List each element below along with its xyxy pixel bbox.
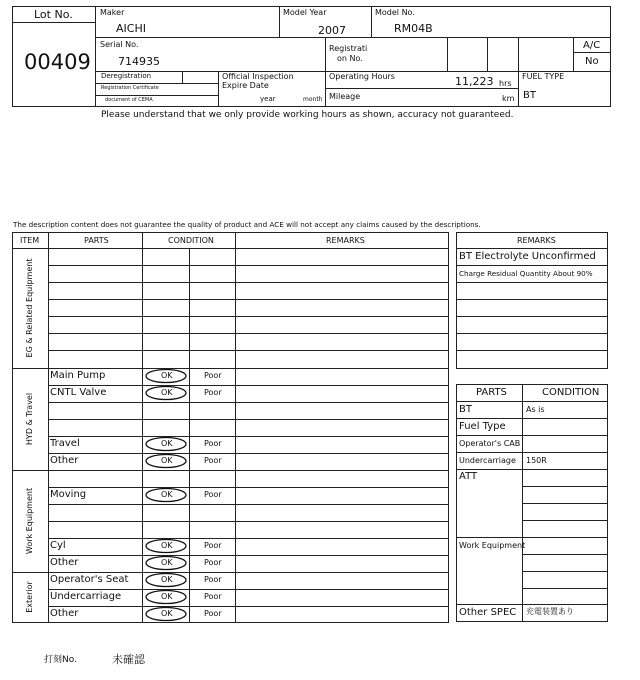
km-label: km (502, 94, 515, 103)
poor-option[interactable]: Poor (204, 541, 222, 550)
part-cntl-valve: CNTL Valve (50, 387, 107, 398)
poor-option[interactable]: Poor (204, 490, 222, 499)
parts-box-bt-condition: As is (526, 405, 545, 414)
official-inspection-label: Official Inspection (222, 72, 294, 81)
part-moving: Moving (50, 489, 87, 500)
fuel-type-label: FUEL TYPE (522, 72, 565, 81)
part-main-pump: Main Pump (50, 370, 106, 381)
document-cema-label: document of CEMA (105, 97, 153, 103)
ok-option[interactable]: OK (161, 592, 173, 601)
fuel-type-value: BT (523, 90, 536, 101)
ac-value: No (585, 56, 599, 67)
model-year-value: 2007 (318, 24, 346, 37)
parts-box-condition-header: CONDITION (542, 387, 600, 398)
ok-option[interactable]: OK (161, 388, 173, 397)
hrs-label: hrs (499, 79, 512, 88)
lot-no-label: Lot No. (34, 8, 73, 21)
condition-header: CONDITION (168, 236, 214, 245)
parts-box-undercarriage-condition: 150R (526, 456, 547, 465)
remarks-header: REMARKS (326, 236, 365, 245)
model-no-value: RM04B (394, 22, 433, 35)
parts-box-att: ATT (459, 471, 478, 482)
ac-label: A/C (583, 40, 601, 51)
stamp-no-value: 未確認 (112, 653, 145, 666)
remarks-box-header: REMARKS (517, 236, 556, 245)
part-other-hyd: Other (50, 455, 79, 466)
poor-option[interactable]: Poor (204, 456, 222, 465)
maker-value: AICHI (116, 22, 146, 35)
hours-disclaimer: Please understand that we only provide working hours as shown, accuracy not guaranteed. (101, 110, 514, 120)
poor-option[interactable]: Poor (204, 609, 222, 618)
part-cyl: Cyl (50, 540, 66, 551)
section-exterior-label: Exterior (25, 581, 34, 613)
operating-hours-value: 11,223 (455, 75, 494, 88)
registration-no-label-2: on No. (337, 54, 363, 63)
registration-certificate-label: Registration Certificate (101, 85, 159, 91)
item-header: ITEM (20, 236, 40, 245)
registration-no-label: Registrati (329, 44, 368, 53)
month-label: month (303, 96, 323, 103)
ok-option[interactable]: OK (161, 456, 173, 465)
part-other-work: Other (50, 557, 79, 568)
parts-box-operators-cab: Operator's CAB (459, 439, 521, 448)
poor-option[interactable]: Poor (204, 558, 222, 567)
poor-option[interactable]: Poor (204, 388, 222, 397)
part-operators-seat: Operator's Seat (50, 574, 129, 585)
ok-option[interactable]: OK (161, 609, 173, 618)
ok-option[interactable]: OK (161, 575, 173, 584)
operating-hours-label: Operating Hours (329, 72, 395, 81)
part-travel: Travel (50, 438, 80, 449)
parts-box-undercarriage: Undercarriage (459, 456, 516, 465)
part-other-exterior: Other (50, 608, 79, 619)
parts-box-other-spec: Other SPEC (459, 607, 517, 618)
deregistration-label: Deregistration (101, 72, 152, 80)
poor-option[interactable]: Poor (204, 592, 222, 601)
ok-option[interactable]: OK (161, 490, 173, 499)
model-no-label: Model No. (375, 8, 415, 17)
poor-option[interactable]: Poor (204, 439, 222, 448)
mileage-label: Mileage (329, 92, 361, 101)
serial-no-value: 714935 (118, 55, 160, 68)
ok-option[interactable]: OK (161, 558, 173, 567)
maker-label: Maker (100, 8, 125, 17)
description-disclaimer: The description content does not guarantee the quality of product and ACE will not accept any claims caused by the descriptions. (13, 220, 481, 229)
parts-box-bt: BT (459, 404, 472, 415)
stamp-no-label: 打刻No. (44, 655, 77, 665)
parts-header: PARTS (84, 236, 109, 245)
remarks-line-2: Charge Residual Quantity About 90% (459, 269, 593, 278)
expire-date-label: Expire Date (222, 81, 269, 90)
poor-option[interactable]: Poor (204, 371, 222, 380)
ok-option[interactable]: OK (161, 371, 173, 380)
section-work-label: Work Equipment (25, 487, 34, 555)
parts-box-fuel-type: Fuel Type (459, 421, 506, 432)
year-label: year (260, 95, 276, 103)
poor-option[interactable]: Poor (204, 575, 222, 584)
model-year-label: Model Year (283, 8, 327, 17)
section-eg-label: EG & Related Equipment (25, 258, 34, 358)
serial-no-label: Serial No. (100, 40, 139, 49)
part-undercarriage: Undercarriage (50, 591, 122, 602)
parts-box-parts-header: PARTS (476, 387, 507, 398)
remarks-line-1: BT Electrolyte Unconfirmed (459, 251, 596, 262)
ok-option[interactable]: OK (161, 541, 173, 550)
ok-option[interactable]: OK (161, 439, 173, 448)
parts-box-work-equipment: Work Equipment (459, 541, 526, 550)
lot-no-value: 00409 (24, 50, 91, 74)
parts-box-other-spec-condition: 充電装置あり (526, 607, 574, 616)
section-hyd-label: HYD & Travel (25, 392, 34, 446)
